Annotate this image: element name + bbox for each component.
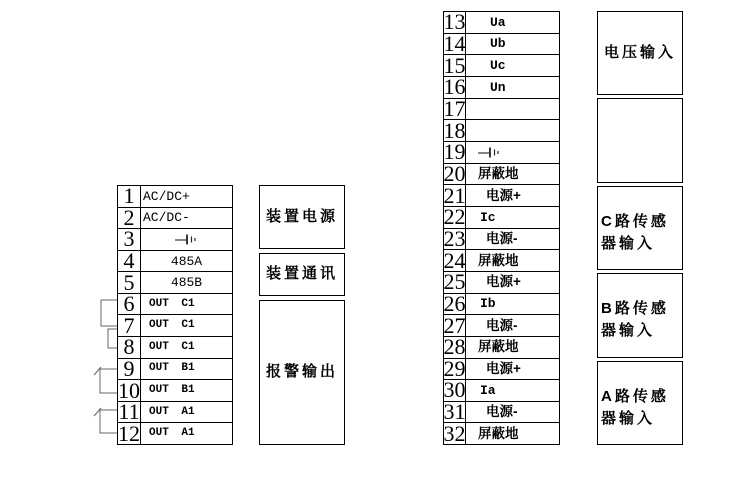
terminal-number: 27 [443,312,466,338]
terminal-label: 屏蔽地 [478,166,519,182]
group-label-box [597,273,683,357]
terminal-label: 电源+ [486,361,521,377]
group-label: A路传感器输入 [601,387,669,427]
terminal-label-cell [466,34,559,55]
terminal-label: 电源- [486,404,518,420]
terminal-number: 14 [443,30,466,56]
terminal-number: 26 [443,290,466,316]
terminal-label: OUT B1 [149,362,195,375]
group-label: B路传感器输入 [601,300,669,340]
terminal-label: 485A [170,253,203,269]
terminal-row [118,204,232,230]
terminal-label: 485B [170,275,203,291]
terminal-label-cell [141,315,232,336]
terminal-label-cell [466,272,559,293]
group-label: 报警输出 [265,363,338,381]
terminal-number: 13 [443,9,466,35]
group-label-box [259,253,345,296]
group-label: 电压输入 [603,44,676,62]
terminal-label-cell [466,55,559,76]
terminal-label-cell [466,294,559,315]
terminal-number: 18 [443,117,466,143]
terminal-label: Ic [480,209,496,225]
terminal-label-cell [466,120,559,141]
jumper-link-7-8 [108,329,117,348]
terminal-label-cell [141,229,232,250]
group-label: 装置通讯 [265,265,338,282]
terminal-label: Uc [490,58,506,74]
terminal-label: 屏蔽地 [478,252,519,268]
terminal-number: 30 [443,377,466,403]
terminal-number: 23 [443,225,466,251]
terminal-number: 16 [443,74,466,100]
terminal-number: 15 [443,52,466,78]
terminal-number: 12 [118,420,140,446]
terminal-label-cell [141,402,232,423]
terminal-number: 25 [443,269,466,295]
terminal-number: 10 [118,377,140,403]
terminal-row [118,355,232,381]
terminal-label: 电源- [486,231,518,247]
terminal-label-cell [466,185,559,206]
terminal-label: OUT C1 [149,340,195,353]
terminal-label: Ia [480,382,496,398]
terminal-label-cell [466,315,559,336]
terminal-number: 32 [443,420,466,446]
terminal-number: 11 [118,399,140,425]
terminal-label: OUT C1 [149,319,195,332]
terminal-number: 21 [443,182,466,208]
group-label-box [259,300,345,446]
terminal-label: 电源- [486,317,518,333]
group-label-box [597,361,683,445]
terminal-row [118,312,232,338]
terminal-label-cell [466,402,559,423]
terminal-label: OUT B1 [149,383,195,396]
terminal-label-cell [466,380,559,401]
terminal-label: 电源+ [486,187,521,203]
terminal-number: 5 [118,272,141,293]
terminal-label: AC/DC+ [143,188,190,204]
terminal-label-cell [141,359,232,380]
group-label-box [259,185,345,249]
terminal-label-cell [466,99,559,120]
terminal-label: 屏蔽地 [478,426,519,442]
jumper-link-6-7 [101,300,117,326]
terminal-row [443,160,559,186]
terminal-label-cell [141,294,232,315]
left-terminal-table [117,185,233,445]
terminal-label: Un [490,79,506,95]
terminal-label-cell [466,359,559,380]
terminal-label-cell [141,208,232,229]
terminal-label-cell [466,229,559,250]
terminal-number: 8 [118,337,141,358]
terminal-row [118,226,232,252]
terminal-number: 6 [118,294,141,315]
right-group-labels [597,11,683,445]
terminal-number: 19 [443,139,466,165]
ground-icon [175,233,199,246]
terminal-number: 20 [443,160,466,186]
terminal-label-cell [466,142,559,163]
terminal-number: 2 [118,208,141,229]
group-label-box [597,186,683,270]
terminal-label: Ub [490,36,506,52]
terminal-label-cell [466,207,559,228]
group-label-box [597,98,683,182]
terminal-label-cell [466,164,559,185]
terminal-number: 31 [443,399,466,425]
terminal-row [118,248,232,274]
group-label: C路传感器输入 [601,213,669,253]
terminal-label: OUT C1 [149,297,195,310]
jumper-link-9-10 [100,369,117,393]
terminal-label: Ua [490,14,506,30]
terminal-row [443,290,559,316]
terminal-number: 9 [118,359,141,380]
terminal-label-cell [141,251,232,272]
terminal-row [443,420,559,446]
terminal-row [118,291,232,317]
ground-icon [478,146,502,159]
terminal-row [443,225,559,251]
right-terminal-table [443,11,560,445]
terminal-label-cell [141,272,232,293]
terminal-number: 29 [443,355,466,381]
terminal-label: 屏蔽地 [478,339,519,355]
terminal-label-cell [466,12,559,33]
terminal-label-cell [466,337,559,358]
terminal-row [118,420,232,446]
terminal-label-cell [466,250,559,271]
terminal-label-cell [141,186,232,207]
terminal-number: 28 [443,334,466,360]
terminal-number: 7 [118,315,141,336]
terminal-label-cell [141,337,232,358]
terminal-number: 3 [118,229,141,250]
terminal-number: 4 [118,251,141,272]
terminal-number: 24 [443,247,466,273]
terminal-number: 22 [443,204,466,230]
group-label: 装置电源 [265,207,338,225]
terminal-row [118,334,232,360]
terminal-row [118,269,232,295]
terminal-label: OUT A1 [149,405,195,418]
terminal-label: OUT A1 [149,427,195,440]
terminal-label-cell [141,380,232,401]
terminal-row [118,183,232,209]
terminal-label: AC/DC- [143,210,190,226]
terminal-label-cell [141,423,232,444]
jumper-link-11-12 [100,410,117,433]
terminal-label: 电源+ [486,274,521,290]
left-group-labels [259,185,345,445]
terminal-label: Ib [480,296,496,312]
terminal-number: 17 [443,95,466,121]
terminal-label-cell [466,423,559,444]
terminal-number: 1 [118,186,141,207]
group-label-box [597,11,683,95]
terminal-label-cell [466,77,559,98]
